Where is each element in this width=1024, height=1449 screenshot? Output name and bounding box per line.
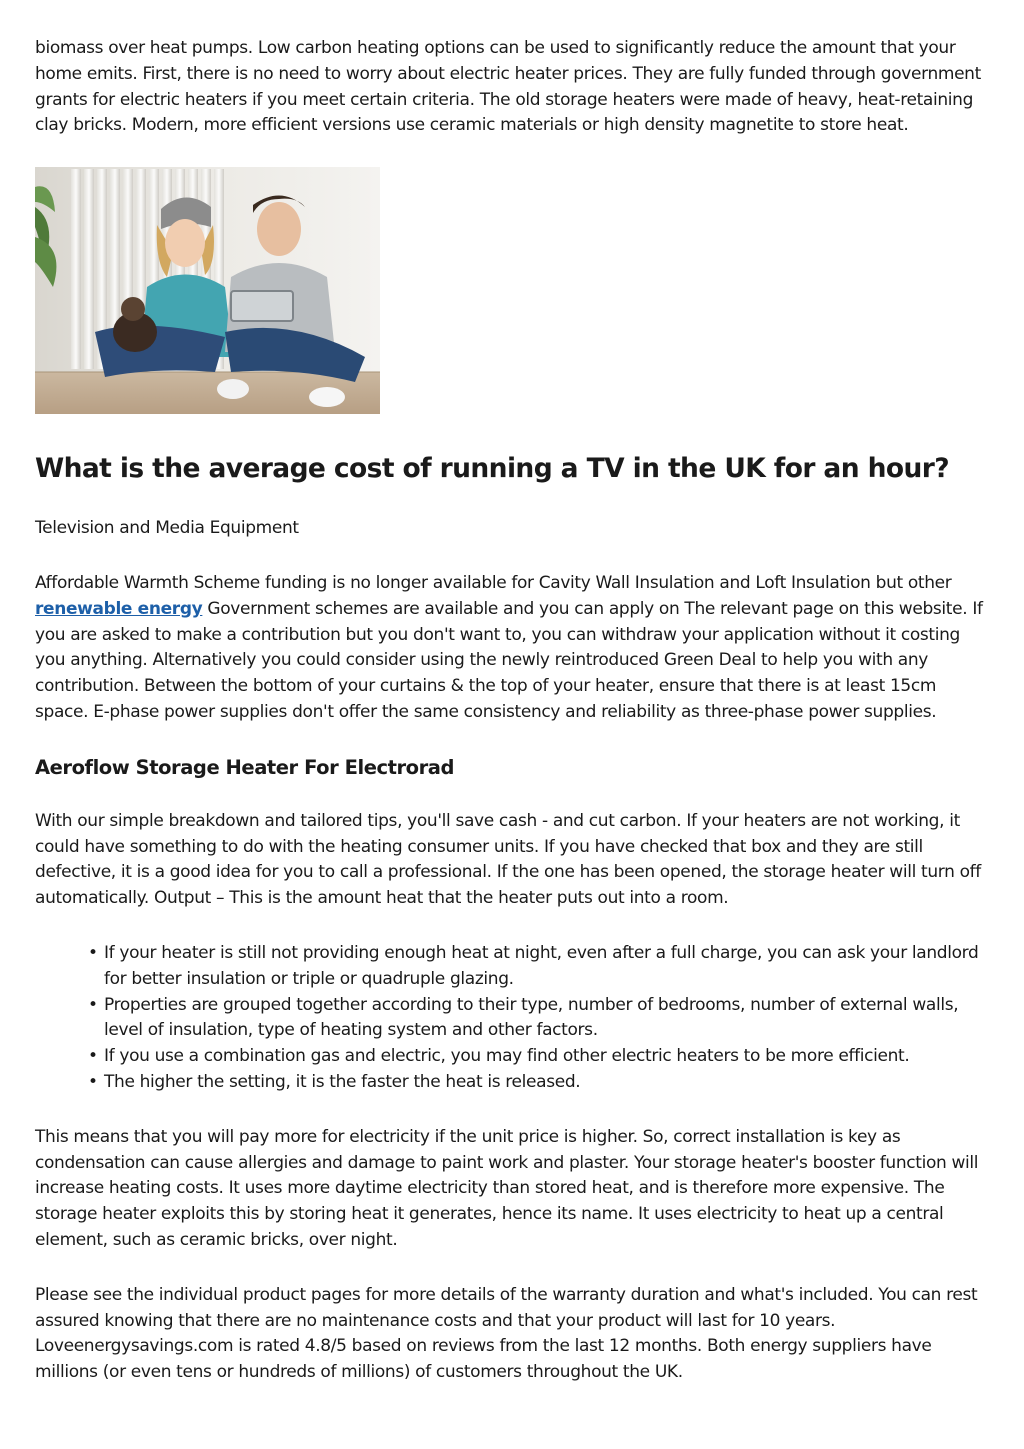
- renewable-energy-link[interactable]: renewable energy: [35, 598, 203, 619]
- intro-paragraph: biomass over heat pumps. Low carbon heating options can be used to significantly reduce the amount that your home emits. First, there is no need to worry about electric heater prices. They are fully funded through government grants for electric heaters if you meet certain criteria. The old storage heaters were made of heavy, heat-retaining clay bricks. Modern, more efficient versions use ceramic materials or high density magnetite to store heat.: [35, 38, 981, 136]
- paragraph-affordable-warmth: [35, 571, 985, 726]
- paragraph-unit-price: This means that you will pay more for electricity if the unit price is higher. So, correct installation is key as condensation can cause allergies and damage to paint work and plaster. Your storage heater's booster function will increase heating costs. It uses more daytime electricity than stored heat, and is therefore more expensive. The storage heater exploits this by storing heat it generates, hence its name. It uses electricity to heat up a central element, such as ceramic bricks, over night.: [35, 1126, 979, 1250]
- paragraph-simple-breakdown: With our simple breakdown and tailored tips, you'll save cash - and cut carbon. If your heaters are not working, it could have something to do with the heating consumer units. If you have checked that box and they are still defective, it is a good idea for you to call a professional. If the one has been opened, the storage heater will turn off automatically. Output – This is the amount heat that the heater puts out into a room.: [35, 810, 981, 909]
- list-item: • Properties are grouped together according to their type, number of bedrooms, number of external walls, level of insulation, type of heating system and other factors.: [104, 993, 985, 1045]
- list-item: • If you use a combination gas and electric, you may find other electric heaters to be more efficient.: [104, 1044, 985, 1070]
- heading-average-cost-tv: What is the average cost of running a TV in the UK for an hour?: [35, 453, 949, 485]
- paragraph-2-text-end: Government schemes are available and you can apply on The relevant page on this website. If you are asked to make a contribution but you don't want to, you can withdraw your application without it costing you anything. Alternatively you could consider using the newly reintroduced Green Deal to help you with any contribution. Between the bottom of your curtains & the top of your heater, ensure that there is at least 15cm space. E-phase power supplies don't offer the same consistency and reliability as three-phase power supplies.: [35, 598, 983, 722]
- subline: Television and Media Equipment: [35, 518, 299, 539]
- bullet-list: [35, 941, 985, 1096]
- heading-aeroflow: Aeroflow Storage Heater For Electrorad: [35, 755, 454, 779]
- article: [35, 36, 985, 1386]
- paragraph-2-text-start: Affordable Warmth Scheme funding is no longer available for Cavity Wall Insulation and Loft Insulation but other: [35, 572, 952, 593]
- paragraph-warranty: Please see the individual product pages for more details of the warranty duration and what's included. You can rest assured knowing that there are no maintenance costs and that your product will last for 10 years. Loveenergysavings.com is rated 4.8/5 based on reviews from the last 12 months. Both energy suppliers have millions (or even tens or hundreds of millions) of customers throughout the UK.: [35, 1284, 978, 1383]
- list-item: • The higher the setting, it is the faster the heat is released.: [104, 1070, 985, 1096]
- list-item: • If your heater is still not providing enough heat at night, even after a full charge, you can ask your landlord for better insulation or triple or quadruple glazing.: [104, 941, 985, 993]
- couple-radiator-photo: [35, 167, 380, 414]
